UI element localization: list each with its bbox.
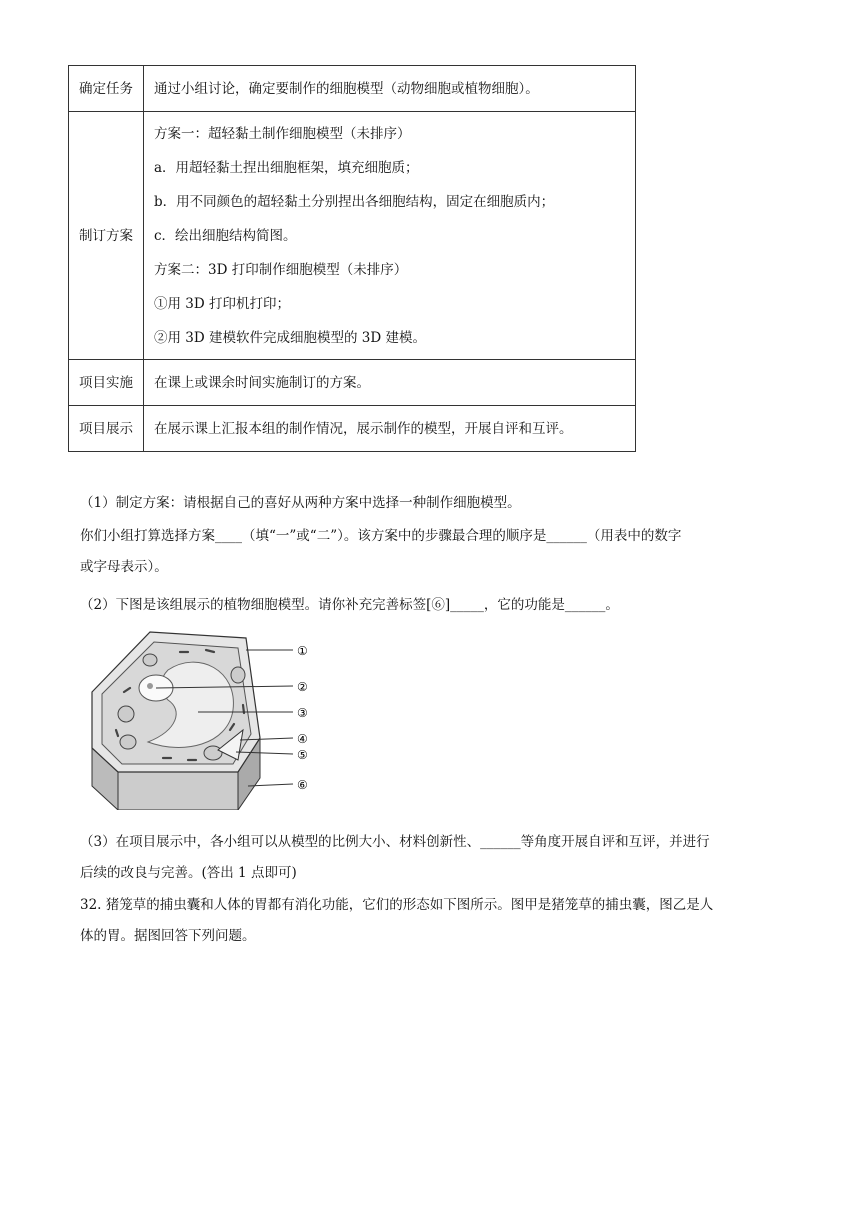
table-row bbox=[69, 66, 636, 112]
table-row bbox=[69, 406, 636, 452]
label-6: ⑥ bbox=[297, 778, 308, 792]
question-3-line: 后续的改良与完善。(答出 1 点即可) bbox=[80, 865, 297, 881]
row-content bbox=[144, 112, 636, 360]
row-head: 制订方案 bbox=[69, 112, 144, 360]
plan-line: ②用 3D 建模软件完成细胞模型的 3D 建模。 bbox=[154, 329, 426, 346]
row-content: 在展示课上汇报本组的制作情况，展示制作的模型，开展自评和互评。 bbox=[144, 406, 636, 452]
question-32-line: 32. 猪笼草的捕虫囊和人体的胃都有消化功能，它们的形态如下图所示。图甲是猪笼草的捕虫囊，图乙是人 bbox=[80, 897, 714, 913]
plan-line: ①用 3D 打印机打印； bbox=[154, 295, 290, 312]
label-2: ② bbox=[297, 680, 308, 694]
row-head: 项目展示 bbox=[69, 406, 144, 452]
row-content: 在课上或课余时间实施制订的方案。 bbox=[144, 360, 636, 406]
question-1-line: 你们小组打算选择方案____（填“一”或“二”）。该方案中的步骤最合理的顺序是______（用表中的数字 bbox=[80, 528, 682, 544]
plan-line: a．用超轻黏土捏出细胞框架，填充细胞质； bbox=[154, 159, 419, 176]
plant-cell-figure bbox=[88, 630, 328, 810]
table-row bbox=[69, 360, 636, 406]
table-row bbox=[69, 112, 636, 360]
label-3: ③ bbox=[297, 706, 308, 720]
plan-line: b．用不同颜色的超轻黏土分别捏出各细胞结构，固定在细胞质内； bbox=[154, 193, 555, 210]
row-head: 确定任务 bbox=[69, 66, 144, 112]
plan-line: c．绘出细胞结构简图。 bbox=[154, 227, 297, 244]
label-1: ① bbox=[297, 644, 308, 658]
label-5: ⑤ bbox=[297, 748, 308, 762]
question-2-line: （2）下图是该组展示的植物细胞模型。请你补充完善标签[⑥]_____，它的功能是______。 bbox=[80, 597, 619, 613]
row-content: 通过小组讨论，确定要制作的细胞模型（动物细胞或植物细胞）。 bbox=[144, 66, 636, 112]
label-4: ④ bbox=[297, 732, 308, 746]
project-table bbox=[68, 65, 636, 452]
question-1-line: （1）制定方案：请根据自己的喜好从两种方案中选择一种制作细胞模型。 bbox=[80, 495, 521, 511]
plan-line: 方案二：3D 打印制作细胞模型（未排序） bbox=[154, 261, 408, 278]
question-3-line: （3）在项目展示中，各小组可以从模型的比例大小、材料创新性、______等角度开展自评和互评，并进行 bbox=[80, 834, 710, 850]
row-head: 项目实施 bbox=[69, 360, 144, 406]
question-1-line: 或字母表示）。 bbox=[80, 559, 168, 575]
question-32-line: 体的胃。据图回答下列问题。 bbox=[80, 928, 256, 944]
plan-line: 方案一：超轻黏土制作细胞模型（未排序） bbox=[154, 125, 411, 142]
